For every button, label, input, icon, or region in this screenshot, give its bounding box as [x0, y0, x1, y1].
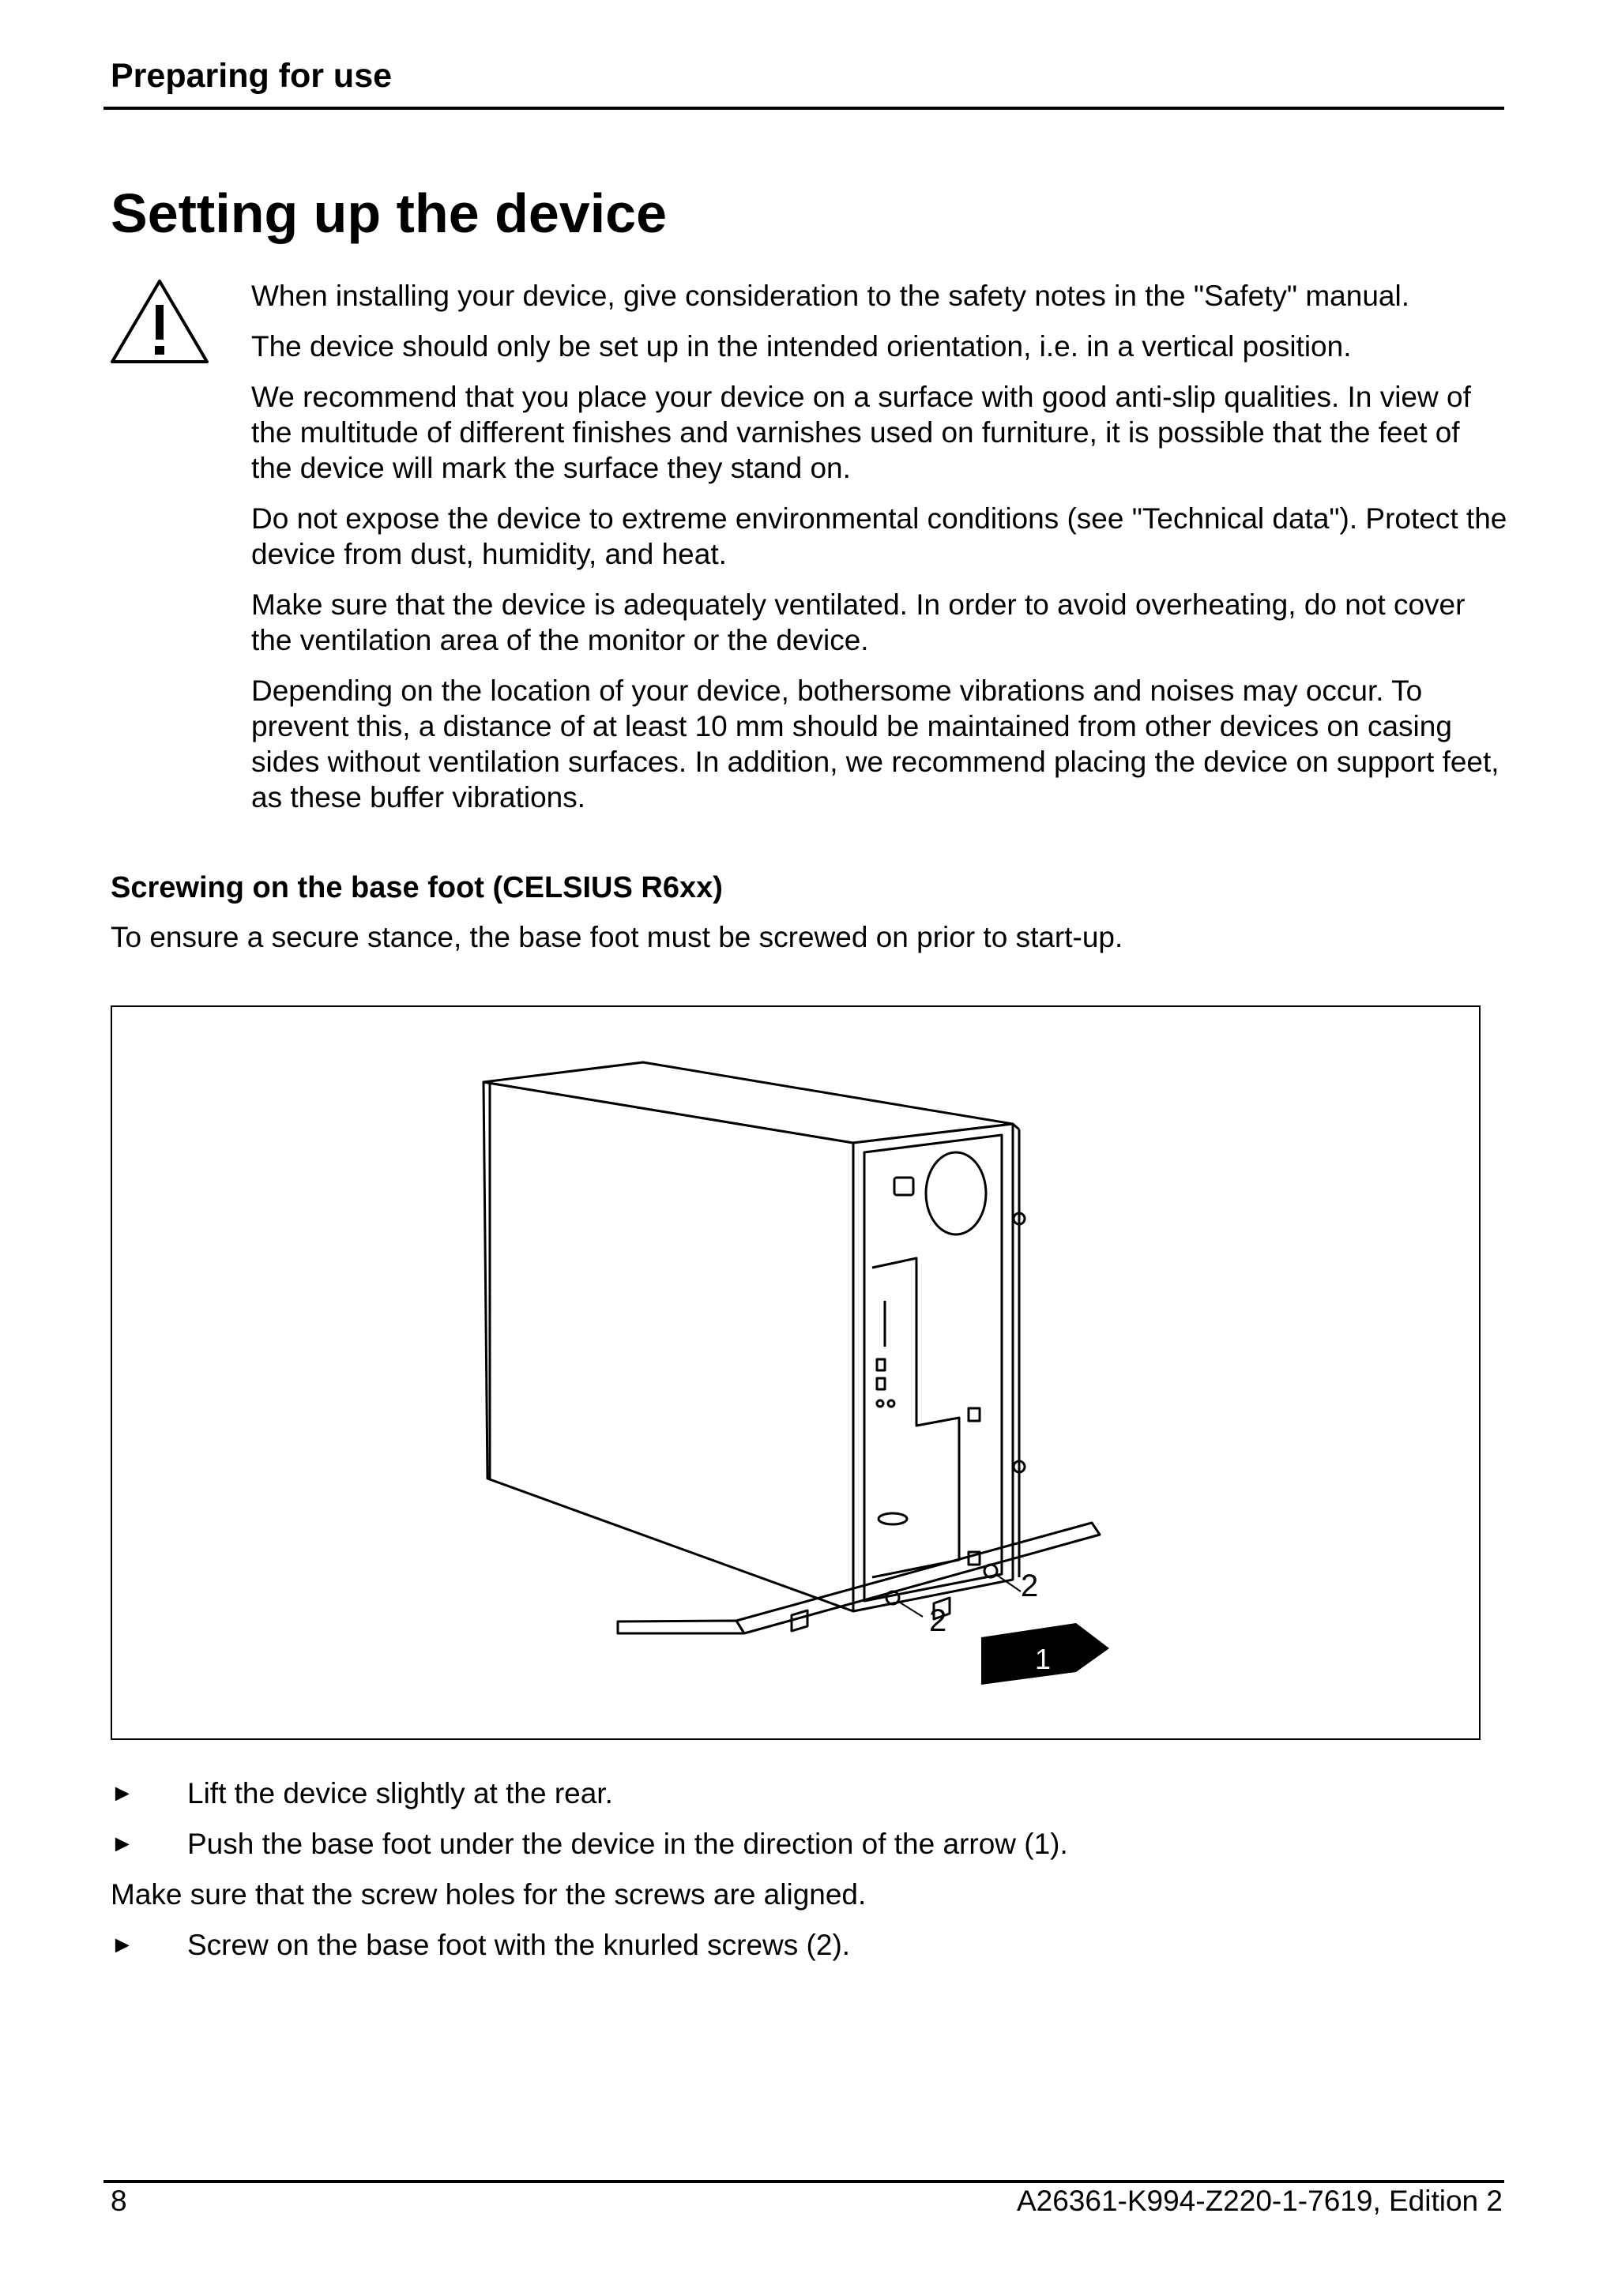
safety-note: Make sure that the device is adequately ventilated. In order to avoid overheating, do not cover the ventilation area of the monitor or the device.: [251, 588, 1466, 656]
page-number: 8: [111, 2185, 127, 2217]
safety-note: When installing your device, give consideration to the safety notes in the "Safety" manual.: [251, 280, 1409, 312]
safety-note: The device should only be set up in the intended orientation, i.e. in a vertical position.: [251, 330, 1352, 363]
instruction-steps: [111, 1776, 1454, 1978]
triangle-bullet-icon: ►: [111, 1932, 134, 1958]
step-item: [111, 1927, 1454, 1963]
step-note: Make sure that the screw holes for the screws are aligned.: [111, 1878, 867, 1911]
screw-label-right: 2: [1021, 1569, 1039, 1603]
base-foot-illustration: [112, 1007, 1479, 1738]
triangle-bullet-icon: ►: [111, 1831, 134, 1857]
footer-rule: [103, 2180, 1504, 2183]
section-intro: To ensure a secure stance, the base foot must be screwed on prior to start-up.: [111, 921, 1123, 953]
step-text: Push the base foot under the device in the direction of the arrow (1).: [187, 1828, 1068, 1860]
section-heading: Screwing on the base foot (CELSIUS R6xx): [111, 871, 723, 904]
warning-triangle-icon: [109, 276, 210, 365]
page-title: Setting up the device: [111, 182, 667, 244]
arrow-label: 1: [1035, 1643, 1052, 1675]
running-header: Preparing for use: [111, 57, 393, 95]
header-rule: [103, 107, 1504, 110]
screw-label-left: 2: [929, 1603, 947, 1638]
triangle-bullet-icon: ►: [111, 1780, 134, 1806]
step-text: Lift the device slightly at the rear.: [187, 1777, 613, 1809]
document-id: A26361-K994-Z220-1-7619, Edition 2: [1016, 2185, 1503, 2217]
safety-note: Depending on the location of your device, bothersome vibrations and noises may occur. To prevent this, a distance of at least 10 mm should be maintained from other devices on casing sides without ventilation surfaces. In addition, we recommend placing the device on support feet, as these buffer vibrations.: [251, 675, 1499, 814]
safety-note: We recommend that you place your device on a surface with good anti-slip qualities. In view of the multitude of different finishes and varnishes used on furniture, it is possible that the feet of the device will mark the surface they stand on.: [251, 381, 1471, 484]
base-foot-figure: [111, 1005, 1481, 1740]
safety-note: Do not expose the device to extreme environmental conditions (see "Technical data"). Protect the device from dust, humidity, and heat.: [251, 502, 1507, 570]
step-item: [111, 1776, 1454, 1811]
step-item: [111, 1826, 1454, 1862]
safety-notes: [251, 278, 1507, 830]
step-text: Screw on the base foot with the knurled screws (2).: [187, 1929, 851, 1961]
